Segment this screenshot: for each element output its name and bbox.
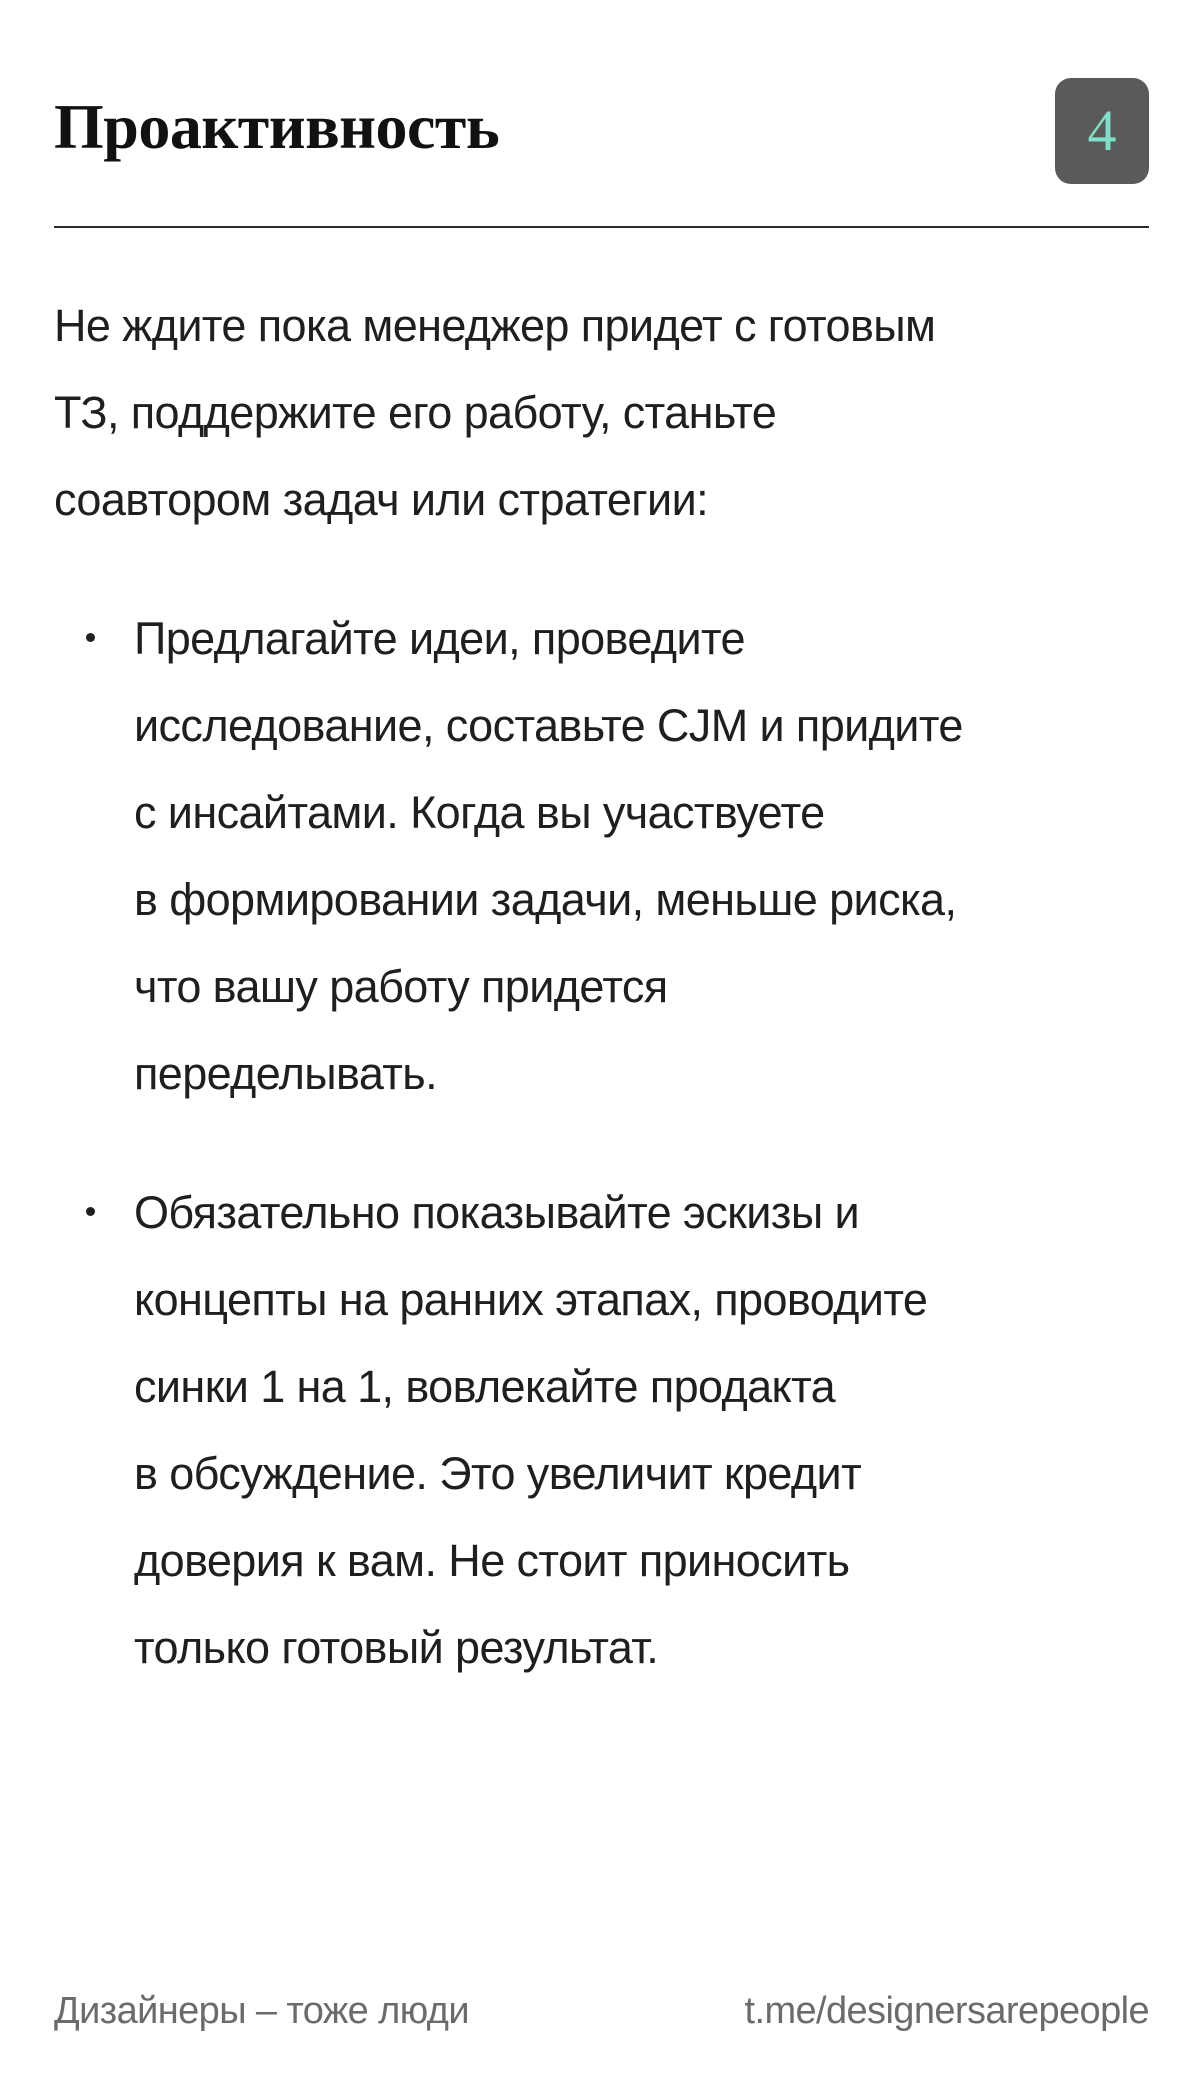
bullet-line: только готовый результат. — [134, 1622, 659, 1673]
intro-line: соавтором задач или стратегии: — [54, 474, 709, 525]
bullet-line: что вашу работу придется — [134, 961, 668, 1012]
bullet-list — [54, 595, 1154, 1691]
slide-title: Проактивность — [54, 91, 500, 162]
page-number: 4 — [1087, 98, 1117, 163]
bullet-line: концепты на ранних этапах, проводите — [134, 1274, 928, 1325]
header-divider — [54, 226, 1149, 228]
bullet-line: в формировании задачи, меньше риска, — [134, 874, 957, 925]
bullet-line: Обязательно показывайте эскизы и — [134, 1187, 860, 1238]
footer-channel-link[interactable]: t.me/designersarepeople — [744, 1990, 1149, 2032]
page-number-badge — [1055, 78, 1149, 184]
bullet-item — [54, 1169, 1154, 1691]
bullet-line: Предлагайте идеи, проведите — [134, 613, 745, 664]
slide-header — [54, 78, 1149, 190]
intro-paragraph — [54, 282, 1154, 543]
bullet-dot-icon — [86, 633, 95, 642]
bullet-line: доверия к вам. Не стоит приносить — [134, 1535, 850, 1586]
footer-channel-name: Дизайнеры – тоже люди — [54, 1990, 469, 2032]
bullet-line: переделывать. — [134, 1048, 438, 1099]
bullet-line: в обсуждение. Это увеличит кредит — [134, 1448, 862, 1499]
intro-line: ТЗ, поддержите его работу, станьте — [54, 387, 777, 438]
bullet-line: синки 1 на 1, вовлекайте продакта — [134, 1361, 836, 1412]
intro-line: Не ждите пока менеджер придет с готовым — [54, 300, 936, 351]
slide-content — [54, 282, 1154, 1691]
bullet-line: исследование, составьте CJM и придите — [134, 700, 963, 751]
bullet-line: с инсайтами. Когда вы участвуете — [134, 787, 825, 838]
bullet-dot-icon — [86, 1207, 95, 1216]
bullet-item — [54, 595, 1154, 1117]
slide-footer — [54, 1990, 1149, 2046]
